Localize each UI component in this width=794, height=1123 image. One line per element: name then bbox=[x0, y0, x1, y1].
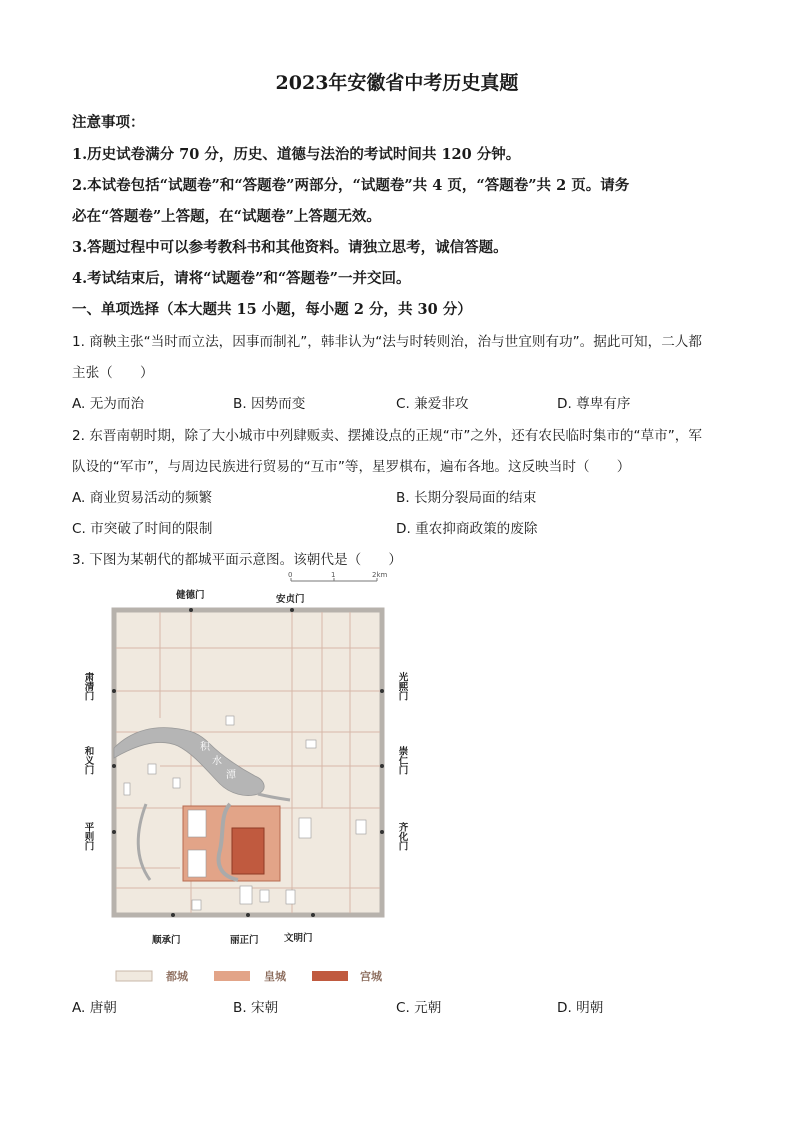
section-heading: 一、单项选择（本大题共 15 小题，每小题 2 分，共 30 分） bbox=[72, 301, 472, 318]
question-1-line-2: 主张（ ） bbox=[72, 365, 154, 381]
gate-heyi: 和义门 bbox=[82, 746, 94, 775]
question-3-option-c[interactable]: C. 元朝 bbox=[396, 1000, 442, 1016]
question-2-option-d[interactable]: D. 重农抑商政策的废除 bbox=[396, 521, 538, 537]
question-3-option-d[interactable]: D. 明朝 bbox=[557, 1000, 604, 1016]
notice-item-2-line-2: 必在“答题卷”上答题，在“试题卷”上答题无效。 bbox=[72, 208, 381, 225]
gate-jiande: 健德门 bbox=[176, 590, 205, 601]
question-1-option-a[interactable]: A. 无为而治 bbox=[72, 396, 145, 412]
question-3-line-1: 3. 下图为某朝代的都城平面示意图。该朝代是（ ） bbox=[72, 552, 402, 568]
notice-item-1: 1.历史试卷满分 70 分，历史、道德与法治的考试时间共 120 分钟。 bbox=[72, 146, 521, 163]
legend-imperial: 皇城 bbox=[264, 970, 286, 983]
question-2-line-2: 队设的“军市”，与周边民族进行贸易的“互市”等，星罗棋布，遍布各地。这反映当时（ ） bbox=[72, 459, 631, 475]
question-1-line-1: 1. 商鞅主张“当时而立法，因事而制礼”，韩非认为“法与时转则治，治与世宜则有功”。据此可知，二人都 bbox=[72, 334, 702, 350]
question-3-option-a[interactable]: A. 唐朝 bbox=[72, 1000, 117, 1016]
lake-label-3: 潭 bbox=[226, 770, 236, 781]
question-2-option-c[interactable]: C. 市突破了时间的限制 bbox=[72, 521, 213, 537]
palace-city bbox=[232, 828, 264, 874]
scale-label-0: 0 bbox=[288, 571, 293, 579]
gate-chongren: 崇仁门 bbox=[396, 746, 408, 775]
notice-item-3: 3.答题过程中可以参考教科书和其他资料。请独立思考，诚信答题。 bbox=[72, 239, 508, 256]
gate-wenming: 文明门 bbox=[284, 933, 313, 944]
gate-suqing: 肃清门 bbox=[82, 672, 94, 701]
gate-pingze: 平则门 bbox=[82, 822, 94, 851]
gate-qihua: 齐化门 bbox=[396, 822, 408, 851]
question-3-option-b[interactable]: B. 宋朝 bbox=[233, 1000, 279, 1016]
gate-shuncheng: 顺承门 bbox=[152, 935, 181, 946]
question-1-option-d[interactable]: D. 尊卑有序 bbox=[557, 396, 631, 412]
map-legend bbox=[116, 969, 383, 983]
question-1-option-c[interactable]: C. 兼爱非攻 bbox=[396, 396, 469, 412]
scale-label-2: 2km bbox=[372, 571, 388, 579]
notice-heading: 注意事项： bbox=[72, 114, 145, 131]
question-2-option-a[interactable]: A. 商业贸易活动的频繁 bbox=[72, 490, 213, 506]
lake-label-1: 积 bbox=[200, 742, 210, 753]
scale-bar bbox=[288, 571, 388, 581]
question-2-option-b[interactable]: B. 长期分裂局面的结束 bbox=[396, 490, 537, 506]
lake-label-2: 水 bbox=[212, 756, 222, 767]
capital-city-map bbox=[80, 568, 415, 993]
notice-item-4: 4.考试结束后，请将“试题卷”和“答题卷”一并交回。 bbox=[72, 270, 411, 287]
question-2-line-1: 2. 东晋南朝时期，除了大小城市中列肆贩卖、摆摊设点的正规“市”之外，还有农民临时集市的“草市”，军 bbox=[72, 428, 702, 444]
gate-lizheng: 丽正门 bbox=[230, 935, 259, 946]
legend-capital: 都城 bbox=[166, 970, 188, 983]
legend-palace: 宫城 bbox=[360, 970, 382, 983]
gate-anzhen: 安贞门 bbox=[276, 594, 305, 605]
gate-guangxi: 光熙门 bbox=[396, 672, 408, 701]
question-1-option-b[interactable]: B. 因势而变 bbox=[233, 396, 306, 412]
page-title: 2023年安徽省中考历史真题 bbox=[275, 72, 519, 94]
scale-label-1: 1 bbox=[331, 571, 336, 579]
notice-item-2-line-1: 2.本试卷包括“试题卷”和“答题卷”两部分，“试题卷”共 4 页，“答题卷”共 2 页。请务 bbox=[72, 177, 630, 194]
